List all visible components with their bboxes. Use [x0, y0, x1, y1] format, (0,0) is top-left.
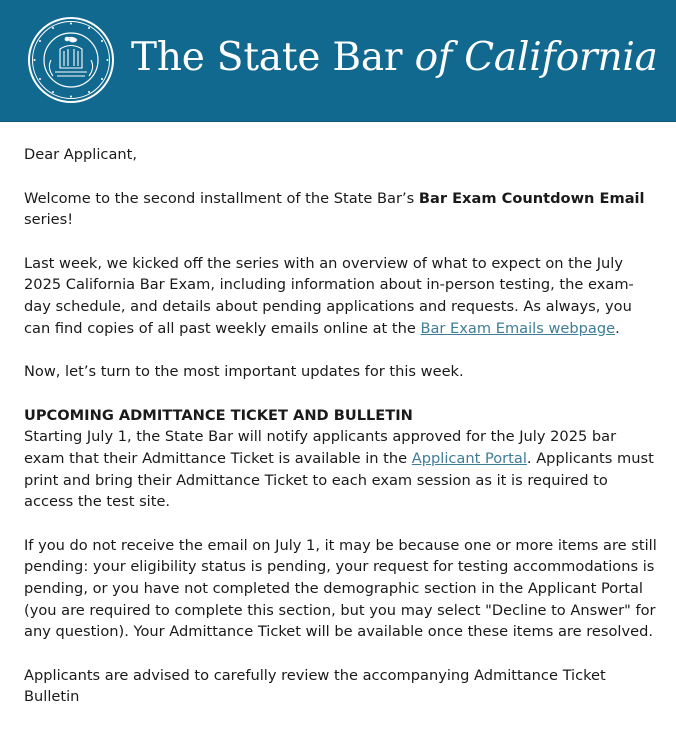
intro-tail: series! — [24, 211, 74, 229]
email-header-banner — [0, 0, 676, 122]
greeting: Dear Applicant, — [24, 146, 137, 163]
admittance-text: Starting July 1, the State Bar will notify applicants approved for the July 2025 bar exam that their Admittance Ticket is available in the — [24, 428, 617, 467]
bulletin-paragraph-partial: Applicants are advised to carefully review the accompanying Admittance Ticket Bulletin — [24, 666, 606, 706]
last-week-tail: . — [615, 319, 620, 337]
intro-paragraph — [24, 188, 660, 231]
state-bar-seal-icon — [27, 16, 115, 104]
bar-exam-emails-link[interactable]: Bar Exam Emails webpage — [420, 319, 616, 337]
pending-items-paragraph: If you do not receive the email on July 1, it may be because one or more items are still pending: your eligibility status is pending, your request for testing accommodations is pending, or you have not completed the demographic section in the Applicant Portal (you are required to complete this section, but you may select "Decline to Answer" for any question). Your Admittance Ticket will be available once these items are resolved. — [24, 536, 657, 641]
section-heading: UPCOMING ADMITTANCE TICKET AND BULLETIN — [24, 406, 413, 424]
email-body — [24, 144, 660, 730]
brand-prefix: The State Bar — [131, 35, 403, 80]
brand-suffix: of California — [414, 35, 658, 80]
applicant-portal-link[interactable]: Applicant Portal — [411, 449, 527, 467]
intro-text: Welcome to the second installment of the State Bar’s — [24, 189, 419, 207]
updates-paragraph: Now, let’s turn to the most important updates for this week. — [24, 363, 464, 381]
brand-wordmark — [131, 30, 658, 86]
admittance-tail: . Applicants must print and bring their Admittance Ticket to each exam session as it is required to access the test site. — [24, 449, 654, 511]
last-week-text: Last week, we kicked off the series with an overview of what to expect on the July 2025 California Bar Exam, including information about in-person testing, the exam-day schedule, and details about pending applications and requests. As always, you can find copies of all past weekly emails online at the — [24, 254, 634, 337]
series-name: Bar Exam Countdown Email — [418, 189, 645, 207]
admittance-ticket-paragraph — [24, 426, 660, 512]
last-week-paragraph — [24, 253, 660, 339]
